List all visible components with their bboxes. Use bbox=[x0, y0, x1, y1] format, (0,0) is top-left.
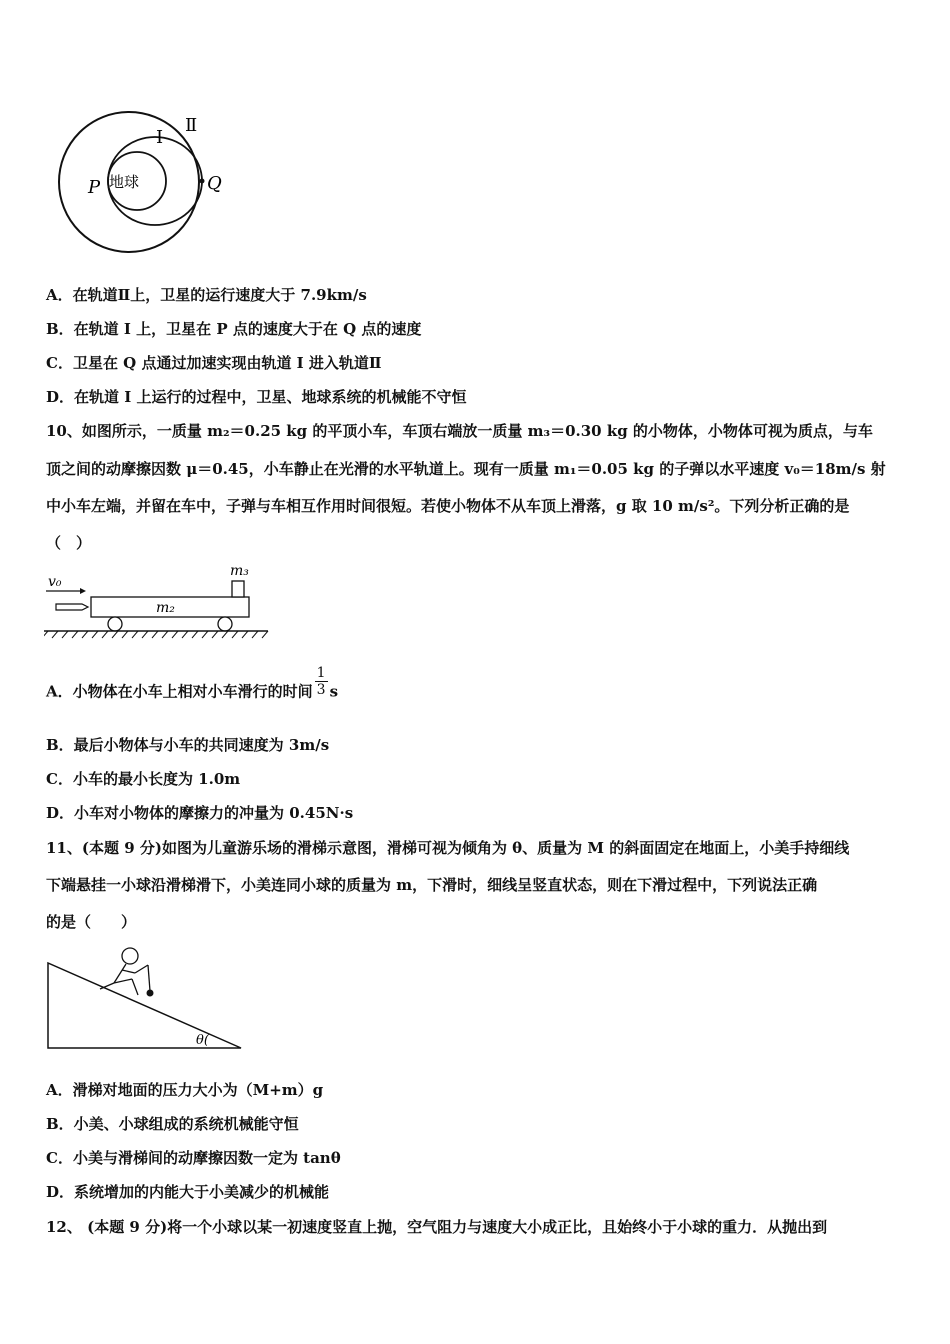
child-figure bbox=[100, 948, 150, 995]
fraction-one-third bbox=[315, 665, 328, 698]
point-label-q: Q bbox=[207, 173, 222, 194]
slide-figure bbox=[44, 945, 246, 1053]
earth-label: 地球 bbox=[109, 173, 140, 191]
q10-stem-line: （ ） bbox=[46, 534, 92, 552]
orbit-label-II: Ⅱ bbox=[185, 115, 198, 136]
cart-figure bbox=[44, 560, 270, 640]
orbit-label-I: I bbox=[156, 127, 164, 148]
q11-stem-line: 下端悬挂一小球沿滑梯滑下，小美连同小球的质量为 m，下滑时，细线呈竖直状态，则在下滑过程中，下列说法正确 bbox=[46, 876, 818, 894]
q11-option-a: A．滑梯对地面的压力大小为（M+m）g bbox=[46, 1081, 324, 1099]
q9-option-d: D．在轨道 I 上运行的过程中，卫星、地球系统的机械能不守恒 bbox=[46, 388, 467, 406]
q10-stem-line: 顶之间的动摩擦因数 μ＝0.45，小车静止在光滑的水平轨道上。现有一质量 m₁＝0.05 kg 的子弹以水平速度 v₀＝18m/s 射 bbox=[46, 460, 886, 478]
theta-label: θ( bbox=[196, 1033, 209, 1048]
q11-stem-line: 11、(本题 9 分)如图为儿童游乐场的滑梯示意图，滑梯可视为倾角为 θ、质量为 M 的斜面固定在地面上，小美手持细线 bbox=[46, 839, 850, 857]
q9-option-a: A．在轨道Ⅱ上，卫星的运行速度大于 7.9km/s bbox=[46, 286, 367, 304]
q10-stem-line: 中小车左端，并留在车中，子弹与车相互作用时间很短。若使小物体不从车顶上滑落，g 取 10 m/s²。下列分析正确的是 bbox=[46, 497, 850, 515]
q10-option-b: B．最后小物体与小车的共同速度为 3m/s bbox=[46, 736, 330, 754]
q9-option-c: C．卫星在 Q 点通过加速实现由轨道 I 进入轨道Ⅱ bbox=[46, 354, 382, 372]
bullet bbox=[56, 604, 88, 610]
q10-stem-line: 10、如图所示，一质量 m₂＝0.25 kg 的平顶小车，车顶右端放一质量 m₃＝0.30 kg 的小物体，小物体可视为质点，与车 bbox=[46, 422, 873, 440]
q11-option-b: B．小美、小球组成的系统机械能守恒 bbox=[46, 1115, 299, 1133]
cart-wheel-left bbox=[108, 617, 122, 631]
orbit-figure bbox=[55, 105, 245, 257]
q10-option-d: D．小车对小物体的摩擦力的冲量为 0.45N·s bbox=[46, 804, 354, 822]
point-label-p: P bbox=[88, 177, 101, 198]
point-q-dot bbox=[200, 179, 205, 184]
q10-option-c: C．小车的最小长度为 1.0m bbox=[46, 770, 241, 788]
v0-arrow-head bbox=[80, 588, 86, 594]
q10-option-a bbox=[46, 665, 339, 709]
m3-label: m₃ bbox=[230, 563, 249, 579]
v0-label: v₀ bbox=[48, 574, 62, 590]
q11-stem-line: 的是（ ） bbox=[46, 913, 137, 931]
q9-option-b: B．在轨道 I 上，卫星在 P 点的速度大于在 Q 点的速度 bbox=[46, 320, 422, 338]
ground-hatch bbox=[44, 631, 268, 638]
q11-option-c: C．小美与滑梯间的动摩擦因数一定为 tanθ bbox=[46, 1149, 341, 1167]
incline bbox=[48, 963, 241, 1048]
q10-option-a-text: A．小物体在小车上相对小车滑行的时间 bbox=[46, 682, 313, 701]
q11-option-d: D．系统增加的内能大于小美减少的机械能 bbox=[46, 1183, 330, 1201]
cart-wheel-right bbox=[218, 617, 232, 631]
q12-stem-line: 12、 (本题 9 分)将一个小球以某一初速度竖直上抛，空气阻力与速度大小成正比，且始终小于小球的重力．从抛出到 bbox=[46, 1218, 828, 1236]
hanging-ball bbox=[147, 990, 154, 997]
q10-option-a-unit: s bbox=[329, 682, 339, 701]
m2-label: m₂ bbox=[156, 600, 175, 616]
fraction-numerator: 1 bbox=[316, 665, 326, 681]
fraction-denominator: 3 bbox=[316, 682, 326, 698]
block-m3 bbox=[232, 581, 244, 597]
